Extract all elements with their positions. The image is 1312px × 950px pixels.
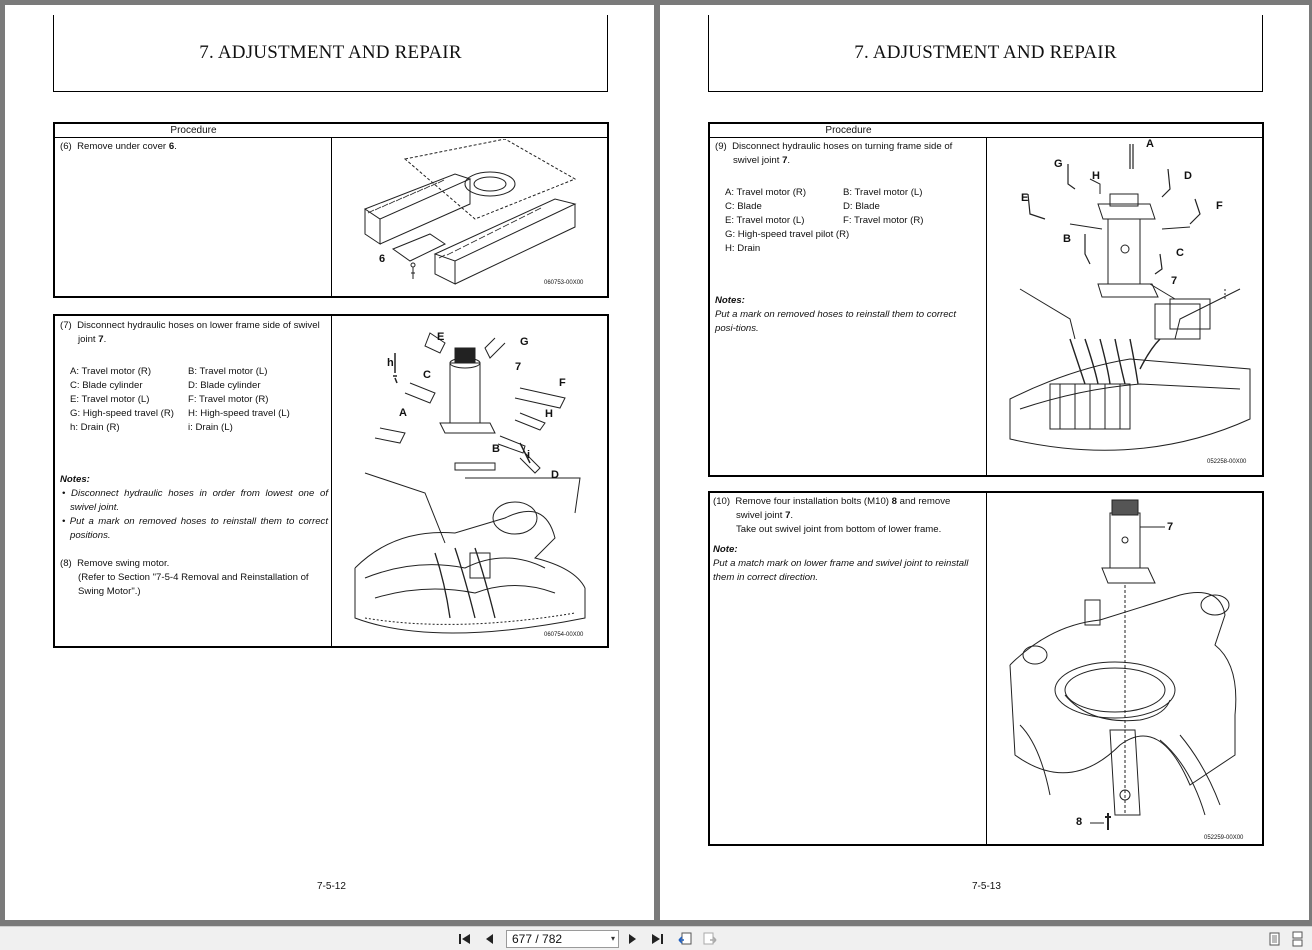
swivel-joint-turning-figure bbox=[990, 139, 1262, 475]
step7-hose-list: A: Travel motor (R) B: Travel motor (L) C: Blade cylinder D: Blade cylinder E: Travel motor (L) F: Travel motor (R) G: High-speed travel (R) H: High-speed travel (L) h: Drain (R) i: Drain (L) bbox=[70, 366, 290, 433]
section-title: 7. ADJUSTMENT AND REPAIR bbox=[53, 15, 608, 92]
next-view-icon[interactable] bbox=[702, 931, 718, 947]
callout-7: 7 bbox=[515, 361, 522, 373]
step8-text: (8) Remove swing motor. (Refer to Section "7-5-4 Removal and Reinstallation of Swing Motor".) bbox=[60, 558, 309, 597]
swivel-joint-removal-figure bbox=[990, 495, 1262, 844]
step7-notes: Notes: • Disconnect hydraulic hoses in order from lowest one of swivel joint. • Put a mark on removed hoses to reinstall them to correct positions. bbox=[60, 474, 329, 541]
fig-code-052258: 052258-00X00 bbox=[1207, 459, 1247, 465]
viewer-toolbar bbox=[0, 926, 1312, 950]
callout-E: E bbox=[437, 331, 445, 343]
callout-i: i bbox=[527, 449, 531, 461]
callout-G: G bbox=[520, 336, 529, 348]
document-page-right bbox=[660, 5, 1309, 920]
callout-7: 7 bbox=[1167, 521, 1174, 533]
fig-code-060753: 060753-00X00 bbox=[544, 280, 584, 286]
fig-code-052259: 052259-00X00 bbox=[1204, 835, 1244, 841]
previous-view-icon[interactable] bbox=[677, 931, 693, 947]
page-number-input[interactable]: 677 / 782 ▾ bbox=[506, 930, 619, 948]
page-number-right: 7-5-13 bbox=[972, 881, 1001, 892]
callout-C: C bbox=[423, 369, 431, 381]
step9-hose-list: A: Travel motor (R) B: Travel motor (L) C: Blade D: Blade E: Travel motor (L) F: Travel motor (R) G: High-speed travel pilot (R) H: Drain bbox=[725, 187, 924, 254]
procedure-header: Procedure bbox=[825, 125, 872, 136]
section-title: 7. ADJUSTMENT AND REPAIR bbox=[708, 15, 1263, 92]
document-page-left bbox=[5, 5, 654, 920]
callout-h: h bbox=[387, 357, 394, 369]
callout-A: A bbox=[399, 407, 407, 419]
next-page-icon[interactable] bbox=[624, 931, 640, 947]
callout-B: B bbox=[492, 443, 500, 455]
first-page-icon[interactable] bbox=[457, 931, 473, 947]
callout-A: A bbox=[1146, 138, 1154, 150]
procedure-table-step9 bbox=[708, 122, 1264, 477]
single-page-view-icon[interactable] bbox=[1266, 931, 1282, 947]
step9-text: (9) Disconnect hydraulic hoses on turning frame side of swivel joint 7. bbox=[715, 141, 953, 166]
previous-page-icon[interactable] bbox=[482, 931, 498, 947]
page-number-left: 7-5-12 bbox=[317, 881, 346, 892]
callout-6: 6 bbox=[379, 253, 386, 265]
under-cover-figure bbox=[335, 139, 607, 297]
step6-text: (6) Remove under cover 6. bbox=[60, 141, 177, 152]
callout-E: E bbox=[1021, 192, 1029, 204]
fig-code-060754: 060754-00X00 bbox=[544, 632, 584, 638]
callout-C: C bbox=[1176, 247, 1184, 259]
callout-G: G bbox=[1054, 158, 1063, 170]
page-dropdown-icon[interactable]: ▾ bbox=[610, 934, 615, 943]
step10-note: Note: Put a match mark on lower frame and swivel joint to reinstall them in correct direction. bbox=[713, 544, 969, 583]
callout-8: 8 bbox=[1076, 816, 1083, 828]
last-page-icon[interactable] bbox=[649, 931, 665, 947]
swivel-joint-lower-figure bbox=[335, 318, 607, 646]
step9-notes: Notes: Put a mark on removed hoses to reinstall them to correct posi-tions. bbox=[715, 295, 957, 334]
step10-text: (10) Remove four installation bolts (M10) 8 and remove swivel joint 7. Take out swivel joint from bottom of lower frame. bbox=[713, 496, 951, 535]
callout-D: D bbox=[1184, 170, 1192, 182]
procedure-table-step6 bbox=[53, 122, 609, 298]
callout-H: H bbox=[545, 408, 553, 420]
callout-H: H bbox=[1092, 170, 1100, 182]
callout-F: F bbox=[559, 377, 566, 389]
procedure-table-step7 bbox=[53, 314, 609, 648]
step7-text: (7) Disconnect hydraulic hoses on lower frame side of swivel joint 7. bbox=[60, 320, 320, 345]
procedure-header: Procedure bbox=[170, 125, 217, 136]
continuous-view-icon[interactable] bbox=[1289, 931, 1305, 947]
callout-B: B bbox=[1063, 233, 1071, 245]
callout-D: D bbox=[551, 469, 559, 481]
callout-F: F bbox=[1216, 200, 1223, 212]
callout-7: 7 bbox=[1171, 275, 1178, 287]
procedure-table-step10 bbox=[708, 491, 1264, 846]
